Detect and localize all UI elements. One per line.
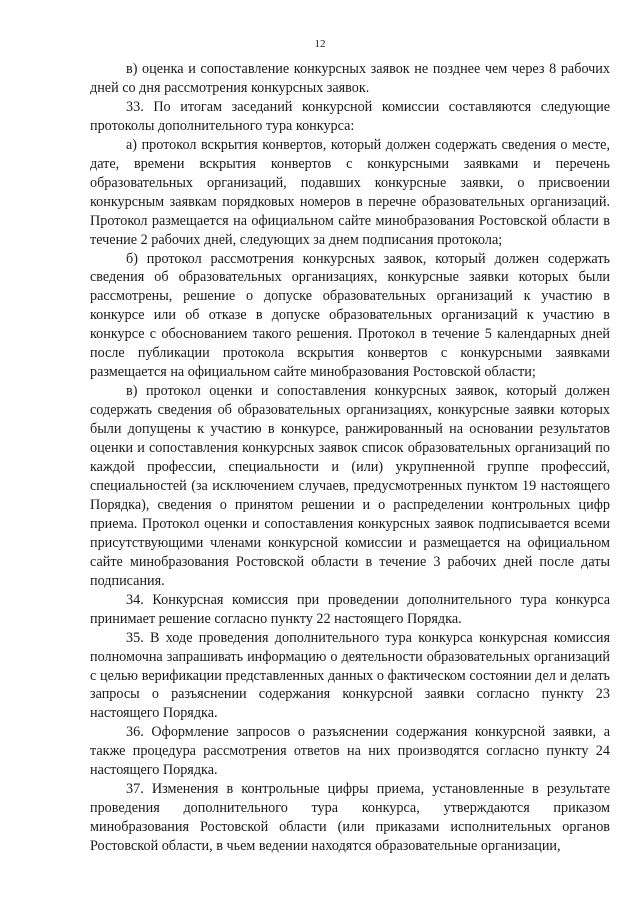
paragraph-33a-envelope-opening-protocol: а) протокол вскрытия конвертов, который должен содержать сведения о месте, дате, времени вскрытия конвертов с конкурсными заявками и перечень образовательных организаций, подавших конкурсные заявки, о присвоении конкурсным заявкам порядковых номеров в перечне образовательных организаций. Протокол размещается на официальном сайте минобразования Ростовской области в течение 2 рабочих дней, следующих за днем подписания протокола; — [90, 136, 610, 248]
document-body — [90, 60, 610, 856]
paragraph-33-protocols: 33. По итогам заседаний конкурсной комиссии составляются следующие протоколы дополнительного тура конкурса: — [90, 98, 610, 134]
page-number: 12 — [314, 38, 326, 50]
paragraph-35-information-requests: 35. В ходе проведения дополнительного тура конкурса конкурсная комиссия полномочна запрашивать информацию о деятельности образовательных организаций с целью верификации представленных данных о фактическом состоянии дел и делать запросы о разъяснении содержания конкурсной заявки согласно пункту 23 настоящего Порядка. — [90, 629, 610, 722]
paragraph-clause-v-evaluation-deadline: в) оценка и сопоставление конкурсных заявок не позднее чем через 8 рабочих дней со дня рассмотрения конкурсных заявок. — [90, 61, 610, 96]
paragraph-34-commission-decision: 34. Конкурсная комиссия при проведении дополнительного тура конкурса принимает решение согласно пункту 22 настоящего Порядка. — [90, 591, 610, 627]
paragraph-33b-review-protocol: б) протокол рассмотрения конкурсных заявок, который должен содержать сведения об образовательных организациях, конкурсные заявки которых были рассмотрены, решение о допуске образовательных организаций к участию в конкурсе или об отказе в допуске образовательных организаций к участию в конкурсе с обоснованием такого решения. Протокол в течение 5 календарных дней после публикации протокола вскрытия конвертов с конкурсными заявками размещается на официальном сайте минобразования Ростовской области; — [90, 250, 610, 381]
paragraph-33v-evaluation-protocol: в) протокол оценки и сопоставления конкурсных заявок, который должен содержать сведения об образовательных организациях, конкурсные заявки которых были допущены к участию в конкурсе, ранжированный на основании результатов оценки и сопоставления конкурсных заявок список образовательных организаций по каждой профессии, специальности и (или) укрупненной группе профессий, специальностей (за исключением случаев, предусмотренных пунктом 19 настоящего Порядка), сведения о принятом решении и о распределении контрольных цифр приема. Протокол оценки и сопоставления конкурсных заявок подписывается всеми присутствующими членами конкурсной комиссии и размещается на официальном сайте минобразования Ростовской области в течение 3 рабочих дней после даты подписания. — [90, 383, 610, 589]
paragraph-36-clarification-requests: 36. Оформление запросов о разъяснении содержания конкурсной заявки, а также процедура рассмотрения ответов на них производятся согласно пункту 24 настоящего Порядка. — [90, 724, 610, 779]
paragraph-37-admission-figures-changes: 37. Изменения в контрольные цифры приема, установленные в результате проведения дополнительного тура конкурса, утверждаются приказом минобразования Ростовской области (или приказами исполнительных органов Ростовской области, в чьем ведении находятся образовательные организации, — [90, 781, 610, 855]
